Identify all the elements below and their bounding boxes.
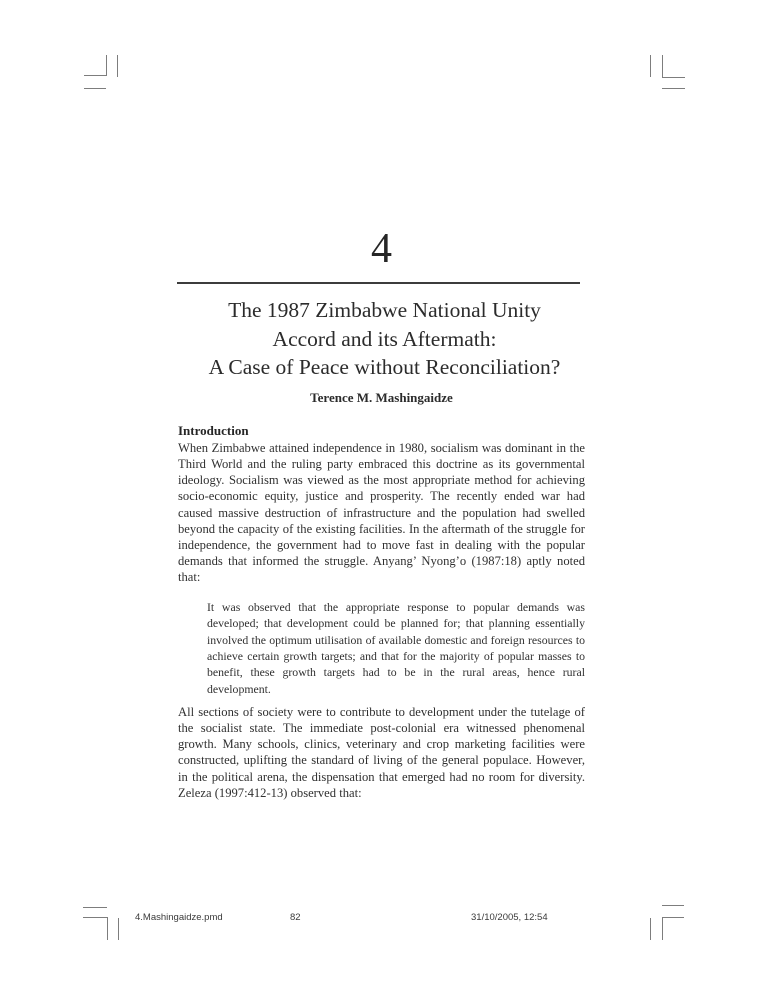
crop-mark-bottom-left	[83, 917, 107, 918]
crop-mark-bottom-right	[662, 905, 684, 906]
body-paragraph: All sections of society were to contribute to development under the tutelage of the socialist state. The immediate post-colonial era witnessed phenomenal growth. Many schools, clinics, veterinary and crop marketing facilities were constructed, uplifting the standard of living of the general populace. However, in the political arena, the dispensation that emerged had no room for diversity. Zeleza (1997:412-13) observed that:	[178, 705, 585, 800]
chapter-rule	[177, 282, 580, 284]
crop-mark-bottom-right	[650, 918, 651, 940]
chapter-number: 4	[371, 226, 392, 272]
chapter-title-line: A Case of Peace without Reconciliation?	[208, 355, 561, 379]
crop-mark-top-left	[106, 55, 107, 76]
section-heading: Introduction	[178, 423, 249, 438]
chapter-title-line: The 1987 Zimbabwe National Unity	[228, 298, 541, 322]
crop-mark-top-right	[650, 55, 651, 77]
author-name: Terence M. Mashingaidze	[310, 390, 453, 405]
chapter-title-line: Accord and its Aftermath:	[272, 326, 497, 351]
crop-mark-bottom-right	[662, 917, 684, 918]
chapter-title	[166, 296, 603, 382]
block-quote: It was observed that the appropriate response to popular demands was developed; that development could be planned for; that planning essentially involved the optimum utilisation of available domestic and foreign resources to achieve certain growth targets; and that for the majority of popular masses to benefit, these growth targets had to be in the rural areas, hence rural development.	[207, 600, 585, 696]
footer-filename: 4.Mashingaidze.pmd	[135, 912, 223, 923]
footer-datetime: 31/10/2005, 12:54	[471, 912, 548, 923]
crop-mark-top-left	[84, 88, 106, 89]
crop-mark-bottom-left	[107, 917, 108, 940]
crop-mark-top-right	[662, 88, 685, 89]
crop-mark-bottom-left	[118, 918, 119, 940]
crop-mark-bottom-left	[83, 907, 107, 908]
footer-page-number: 82	[290, 912, 301, 923]
crop-mark-top-left	[84, 75, 106, 76]
crop-mark-top-right	[662, 77, 685, 78]
crop-mark-bottom-right	[662, 917, 663, 940]
crop-mark-top-left	[117, 55, 118, 77]
body-paragraph: When Zimbabwe attained independence in 1980, socialism was dominant in the Third World and the ruling party embraced this doctrine as its governmental ideology. Socialism was viewed as the most appropriate method for achieving socio-economic equity, justice and prosperity. The recently ended war had caused massive destruction of infrastructure and the population had swelled beyond the capacity of the existing facilities. In the aftermath of the struggle for independence, the government had to move fast in dealing with the popular demands that informed the struggle. Anyang’ Nyong’o (1987:18) aptly noted that:	[178, 441, 585, 585]
crop-mark-top-right	[662, 55, 663, 77]
